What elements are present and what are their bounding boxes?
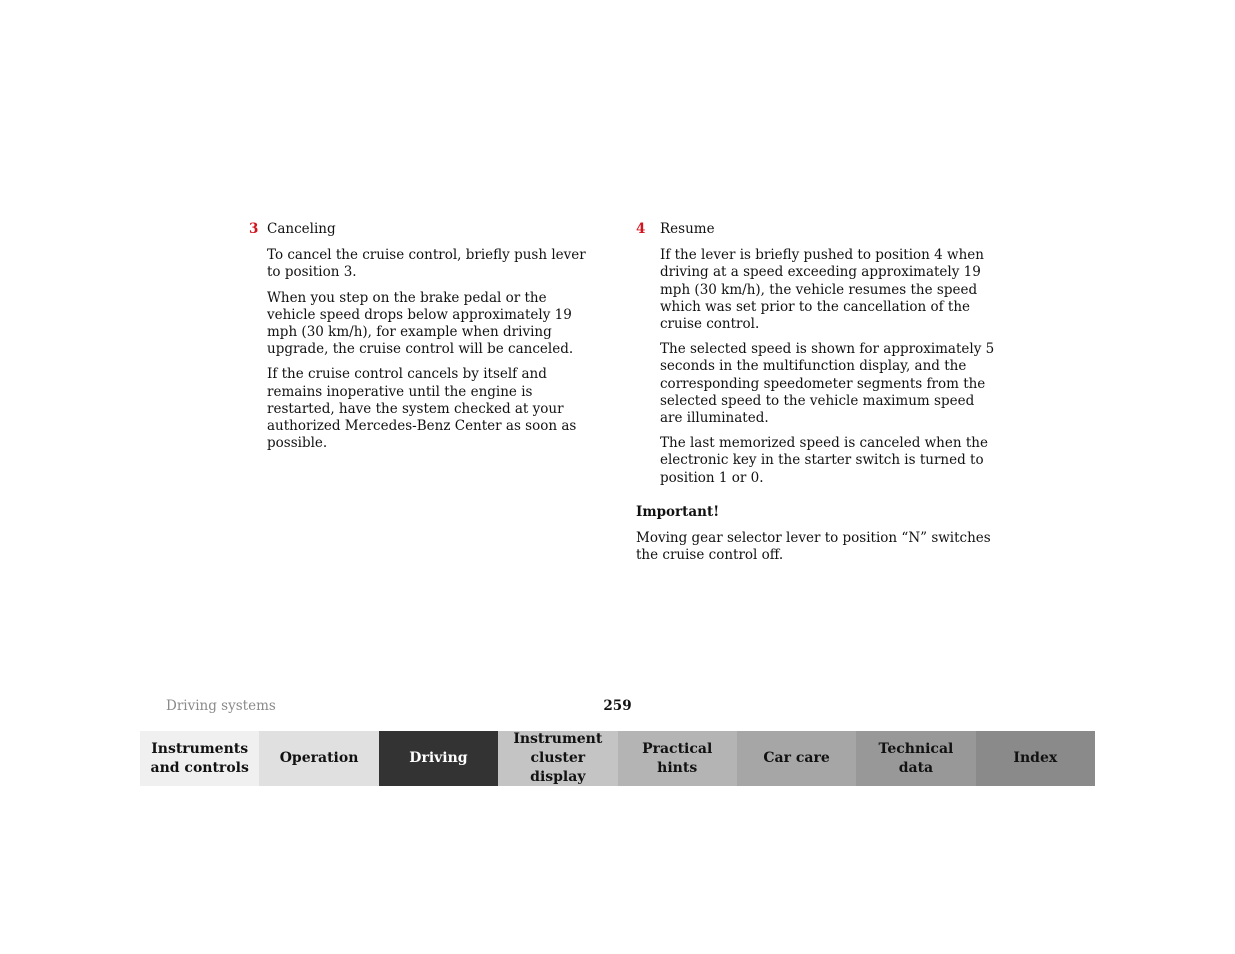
page-number: 259 <box>603 698 632 714</box>
paragraph: To cancel the cruise control, briefly push lever to position 3. <box>267 247 586 281</box>
step-resume <box>636 221 996 238</box>
step-title: Canceling <box>267 221 336 237</box>
step-title: Resume <box>660 221 715 237</box>
nav-tab-instrument-cluster-display[interactable]: Instrument cluster display <box>498 731 617 786</box>
left-column <box>249 221 594 460</box>
step-number: 3 <box>249 221 259 237</box>
chapter-nav <box>140 731 1095 786</box>
paragraph: If the lever is briefly pushed to position 4 when driving at a speed exceeding approximately 19 mph (30 km/h), the vehicle resumes the speed which was set prior to the cancellation of the cruise control. <box>660 247 984 333</box>
important-text: Moving gear selector lever to position “N” switches the cruise control off. <box>636 530 991 564</box>
nav-tab-practical-hints[interactable]: Practical hints <box>618 731 737 786</box>
paragraph: When you step on the brake pedal or the vehicle speed drops below approximately 19 mph (30 km/h), for example when driving upgrade, the cruise control will be canceled. <box>267 289 574 358</box>
nav-tab-index[interactable]: Index <box>976 731 1095 786</box>
footer-section-title: Driving systems <box>166 698 276 714</box>
step-canceling <box>249 221 594 238</box>
right-column <box>636 221 996 572</box>
nav-tab-driving[interactable]: Driving <box>379 731 498 786</box>
paragraph: The selected speed is shown for approximately 5 seconds in the multifunction display, and the corresponding speedometer segments from the selected speed to the vehicle maximum speed are illuminated. <box>660 341 995 427</box>
step-number: 4 <box>636 221 646 237</box>
paragraph: The last memorized speed is canceled when the electronic key in the starter switch is turned to position 1 or 0. <box>660 435 988 486</box>
nav-tab-operation[interactable]: Operation <box>259 731 378 786</box>
nav-tab-car-care[interactable]: Car care <box>737 731 856 786</box>
nav-tab-instruments-and-controls[interactable]: Instruments and controls <box>140 731 259 786</box>
paragraph: If the cruise control cancels by itself and remains inoperative until the engine is restarted, have the system checked at your authorized Mercedes-Benz Center as soon as possible. <box>267 366 577 452</box>
important-heading: Important! <box>636 503 720 520</box>
nav-tab-technical-data[interactable]: Technical data <box>856 731 975 786</box>
